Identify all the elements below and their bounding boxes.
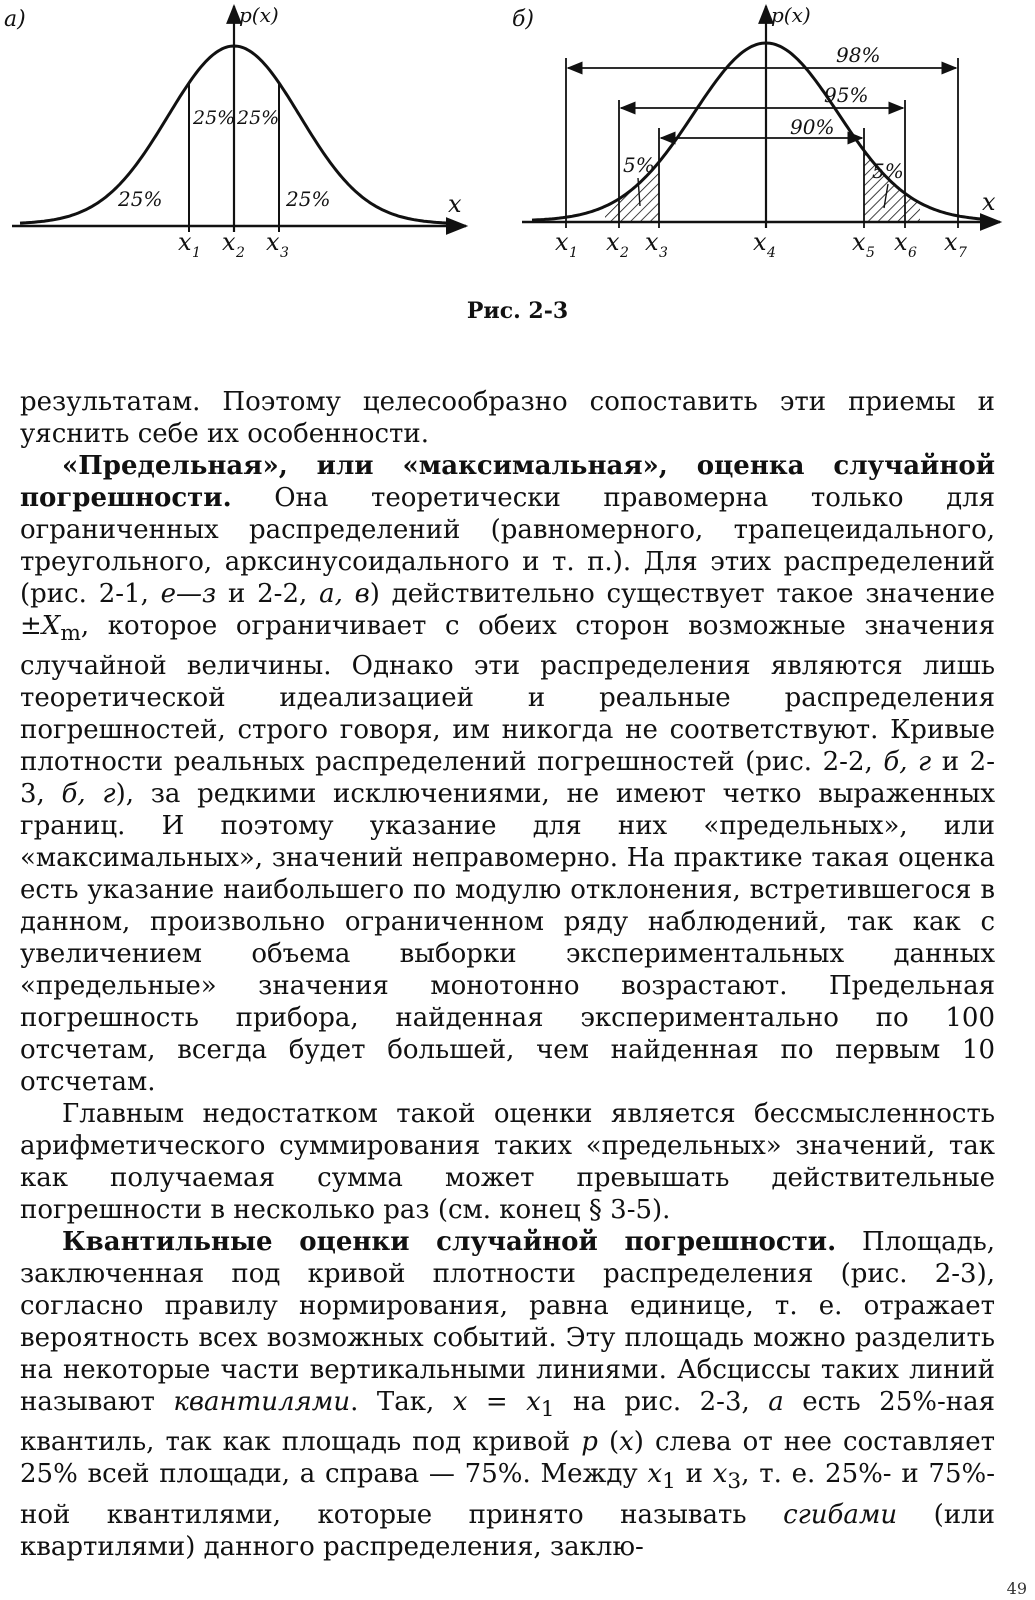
panel-a-tick-sub: 2	[236, 245, 245, 261]
subscript: 1	[540, 1397, 555, 1423]
text-run: и 2-3,	[20, 747, 996, 810]
panel-a-x-axis-label: x	[448, 190, 462, 218]
panel-b-tick-sub: 7	[958, 245, 967, 261]
panel-a-tick-sub: 1	[192, 245, 201, 261]
panel-a-tick-x: x	[266, 228, 280, 256]
text-run: =	[467, 1387, 527, 1418]
text-run: x	[647, 1459, 663, 1490]
panel-b-interval-label-95: 95%	[824, 83, 869, 107]
text-run: квантилями	[173, 1387, 351, 1418]
text-run: (или квартилями) данного распределения, заклю-	[20, 1499, 995, 1562]
panel-a-area-label-mid-left: 25%	[193, 107, 236, 129]
text-run: x	[452, 1387, 468, 1418]
paragraph	[20, 1098, 995, 1226]
paragraph-heading: Квантильные оценки случайной погрешности.	[62, 1227, 837, 1258]
panel-b	[512, 3, 1000, 261]
text-run: ) слева от нее составляет 25% всей площади, а справа — 75%. Между	[20, 1427, 995, 1490]
text-run: б, г	[883, 747, 932, 778]
figure-2-3	[0, 0, 1035, 345]
text-run: x	[619, 1427, 634, 1458]
text-run: (	[597, 1427, 620, 1458]
text-run: Главным недостатком такой оценки является бессмысленность арифметического суммирования таких «предельных» значений, так как получаемая сумма может превышать действительные погрешности в несколько раз (см. конец § 3-5).	[20, 1099, 995, 1226]
page-number: 49	[1006, 1579, 1027, 1598]
panel-b-label: б)	[512, 7, 535, 32]
panel-b-tick-x: x	[555, 228, 569, 256]
panel-a-y-axis-label: p(x)	[239, 3, 279, 27]
text-run: б, г	[61, 779, 116, 810]
panel-b-tick-sub: 5	[866, 245, 875, 261]
panel-b-interval-label-98: 98%	[836, 43, 881, 67]
panel-a-tick-x: x	[222, 228, 236, 256]
panel-b-tick-x: x	[894, 228, 908, 256]
panel-a	[4, 3, 466, 261]
panel-a-tick-x: x	[178, 228, 192, 256]
text-run: а, в	[319, 579, 370, 609]
paragraph	[20, 1226, 995, 1562]
panel-a-area-label-right: 25%	[286, 187, 331, 211]
figure-svg	[0, 0, 1035, 345]
panel-b-tick-sub: 1	[569, 245, 578, 261]
panel-b-tick-sub: 3	[659, 245, 668, 261]
subscript: 3	[727, 1469, 742, 1495]
text-run: x	[712, 1459, 728, 1490]
text-run: а	[768, 1387, 784, 1418]
paragraph-heading: «Предельная», или «максимальная», оценка случайной погрешности.	[20, 451, 995, 513]
panel-b-tick-x: x	[944, 228, 958, 256]
text-run: , т. е. 25%- и 75%-ной квантилями, которые принято называть	[20, 1459, 996, 1530]
text-run: е—з	[160, 579, 217, 609]
panel-b-tick-x: x	[852, 228, 866, 256]
text-run: результатам. Поэтому целесообразно сопоставить эти приемы и уяснить себе их особенности.	[20, 387, 995, 449]
panel-b-tick-sub: 4	[767, 245, 776, 261]
text-run: x	[526, 1387, 541, 1418]
panel-a-tick-sub: 3	[280, 245, 289, 261]
text-run: , которое ограничивает с обеих сторон возможные значения случайной величины. Однако эти распределения являются лишь теоретической идеализацией и реальные распределения погрешностей, строго говоря, им никогда не соответствуют. Кривые плотности реальных распределений погрешностей (рис. 2-2,	[20, 611, 995, 778]
panel-b-tick-sub: 6	[908, 245, 917, 261]
panel-b-interval-label-90: 90%	[790, 115, 835, 139]
text-run: Площадь, заключенная под кривой плотности распределения (рис. 2-3), согласно правилу нормирования, равна единице, т. е. отражает вероятность всех возможных событий. Эту площадь можно разделить на некоторые части вертикальными линиями. Абсциссы таких линий называют	[20, 1227, 995, 1418]
paragraph	[20, 386, 995, 450]
text-run: и	[675, 1459, 713, 1490]
text-run: p	[581, 1427, 598, 1458]
text-run: ) действительно существует такое значение ±	[20, 579, 995, 641]
subscript: m	[60, 621, 81, 647]
panel-a-label: а)	[4, 7, 26, 32]
panel-a-area-label-mid-right: 25%	[237, 107, 280, 129]
text-run: и 2-2,	[216, 579, 320, 609]
text-run: на рис. 2-3,	[554, 1387, 769, 1418]
text-run: сгибами	[783, 1499, 898, 1530]
subscript: 1	[662, 1469, 676, 1495]
text-run: X	[41, 611, 61, 641]
panel-b-tick-sub: 2	[620, 245, 629, 261]
paragraph	[20, 450, 995, 1098]
body-text	[20, 386, 995, 1563]
panel-b-tick-x: x	[645, 228, 659, 256]
panel-b-tick-x: x	[753, 228, 767, 256]
figure-caption: Рис. 2-3	[466, 298, 569, 324]
text-run: ), за редкими исключениями, не имеют четко выраженных границ. И поэтому указание для них «предельных», или «максимальных», значений неправомерно. На практике такая оценка есть указание наибольшего по модулю отклонения, встретившегося в данном, произвольно ограниченном ряду наблюдений, так как с увеличением объема выборки экспериментальных данных «предельные» значения монотонно возрастают. Предельная погрешность прибора, найденная экспериментально по 100 отсчетам, всегда будет большей, чем найденная по первым 10 отсчетам.	[20, 779, 996, 1098]
panel-b-tick-x: x	[606, 228, 620, 256]
text-run: . Так,	[350, 1387, 453, 1418]
panel-a-area-label-left: 25%	[118, 187, 163, 211]
text-run: есть 25%-ная квантиль, так как площадь под кривой	[20, 1387, 995, 1458]
panel-b-tail-label-right: 5%	[872, 159, 904, 183]
text-run: Она теоретически правомерна только для ограниченных распределений (равномерного, трапецеидального, треугольного, арксинусоидального и т. п.). Для этих распределений (рис. 2-1,	[20, 483, 995, 609]
panel-b-x-axis-label: x	[982, 188, 996, 216]
panel-b-tail-label-left: 5%	[623, 153, 655, 177]
panel-b-y-axis-label: p(x)	[771, 3, 811, 27]
panel-b-density-curve	[532, 43, 984, 220]
